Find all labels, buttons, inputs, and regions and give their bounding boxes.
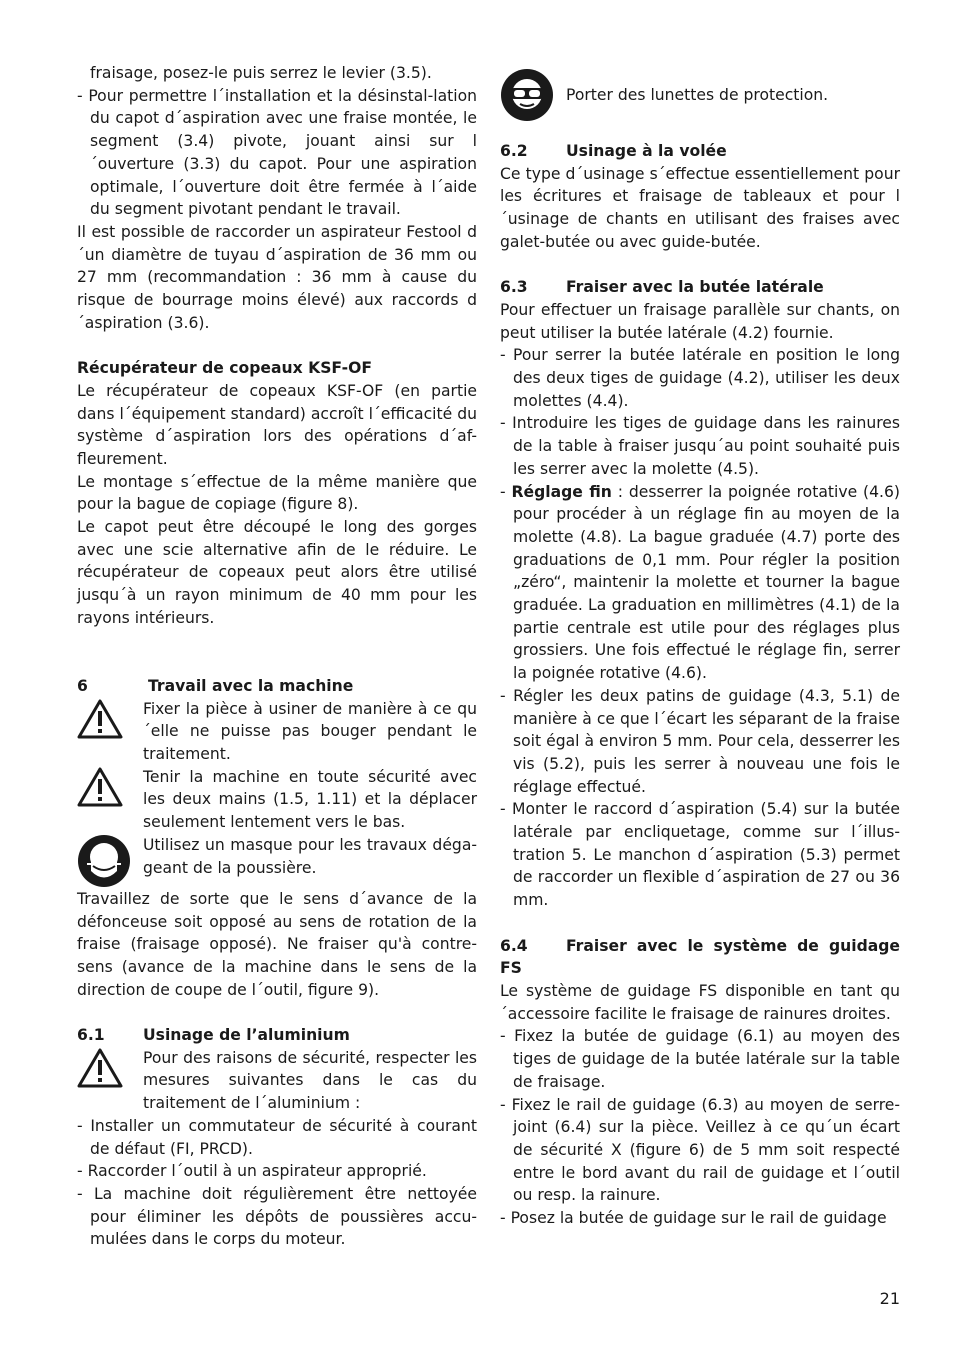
dust-mask-icon [77, 834, 143, 888]
warning-row-1 [77, 698, 477, 766]
goggles-text: Porter des lunettes de protection. [566, 85, 829, 104]
section-64-heading [500, 935, 900, 980]
fine-adjust-label: Réglage fin [511, 482, 612, 501]
warning-text-1: Fixer la pièce à usiner de manière à ce qu´elle ne puisse pas bouger pendant le traitement. [143, 699, 477, 764]
fine-adjust-text: : desserrer la poignée rotative (4.6) pour procéder à un réglage fin au moyen de la molette (4.8). La bague graduée (4.7) porte des graduations de 0,1 mm. Pour régler la position „zéro“, maintenir la molette et tourner la bague graduée. La graduation en millimètres (4.1) de la partie centrale est utile pour des réglages plus grossiers. Une fois effectué le réglage fin, serrer la poignée rotative (4.6). [513, 482, 900, 683]
dash-item: - Introduire les tiges de guidage dans les rainures de la table à fraiser jusqu´au point souhaité puis les serrer avec la molette (4.5). [500, 414, 900, 478]
section-number: 6.3 [500, 278, 528, 297]
section-number: 6.4 [500, 936, 528, 955]
dash-item: - Monter le raccord d´aspiration (5.4) sur la butée latérale par encliquetage, comme sur l´illus-tration 5. Le manchon d´aspiration (5.3) permet de raccorder un flexible d´aspiration de 27 ou 36 mm. [500, 800, 900, 910]
safety-goggles-icon [500, 68, 566, 122]
paragraph-guide-system: Le système de guidage FS disponible en tant qu´accessoire facilite le fraisage de rainures droites. [500, 981, 900, 1023]
paragraph-ksf-2: Le montage s´effectue de la même manière que pour la bague de copiage (figure 8). [77, 472, 477, 514]
section-number: 6.2 [500, 142, 528, 160]
dash-item: - Régler les deux patins de guidage (4.3, 5.1) de manière à ce que l´écart les séparant de la fraise soit égal à environ 5 mm. Pour cela, desserrer les vis (5.2), puis les serrer à nouveau une fois le réglage effectué. [500, 686, 900, 796]
paragraph-feed-direction: Travaillez de sorte que le sens d´avance de la défonceuse soit opposé au sens de rotation de la fraise (fraisage opposé). Ne fraiser qu'à contre-sens (avance de la machine dans le sens de la direction de coupe de l´outil, figure 9). [77, 889, 477, 999]
page-number: 21 [879, 1289, 900, 1308]
mask-row [77, 834, 477, 888]
dash-item: - Raccorder l´outil à un aspirateur approprié. [77, 1162, 427, 1181]
section-62-heading [500, 140, 900, 163]
goggles-row [500, 68, 900, 122]
aluminium-warning-text: Pour des raisons de sécurité, respecter les mesures suivantes dans le cas du traitement de l´aluminium : [143, 1048, 477, 1113]
section-title: Fraiser avec la butée latérale [566, 278, 824, 297]
dash-item-segment: - Pour permettre l´installation et la désinstal-lation du capot d´aspiration avec une fraise montée, le segment (3.4) pivote, jouant ainsi sur l´ouverture (3.3) du capot. Pour une aspiration optimale, l´ouverture doit être fermée à l´aide du segment pivotant pendant le travail. [77, 86, 477, 219]
heading-ksf: Récupérateur de copeaux KSF-OF [77, 359, 372, 378]
dash-item: - Fixez la butée de guidage (6.1) au moyen des tiges de guidage de la butée latérale sur la table de fraisage. [500, 1027, 900, 1091]
paragraph-ksf-3: Le capot peut être découpé le long des gorges avec une scie alternative afin de le réduire. Le récupérateur de copeaux peut alors être utilisé jusqu´à un rayon minimum de 40 mm pour les rayons intérieurs. [77, 518, 477, 627]
section-number: 6 [77, 676, 88, 695]
warning-text-2: Tenir la machine en toute sécurité avec les deux mains (1.5, 1.11) et la déplacer seulement lentement vers le bas. [143, 767, 477, 832]
dash-item: - Fixez le rail de guidage (6.3) au moyen de serre-joint (6.4) sur la pièce. Veillez à ce qu´un écart de sécurité X (figure 6) de 5 mm soit respecté entre le bord avant du rail de guidage et l´outil ou resp. la rainure. [500, 1095, 900, 1205]
section-63-heading [500, 276, 900, 299]
dash-item: - Posez la butée de guidage sur le rail de guidage [500, 1209, 887, 1228]
left-column [77, 62, 477, 1251]
section-title: Usinage de l’aluminium [143, 1026, 350, 1045]
mask-text: Utilisez un masque pour les travaux déga-geant de la poussière. [143, 835, 477, 877]
warning-triangle-icon [77, 698, 143, 740]
section-number: 6.1 [77, 1026, 105, 1045]
paragraph-festool-hose: Il est possible de raccorder un aspirateur Festool d´un diamètre de tuyau d´aspiration de 36 mm ou 27 mm (recommandation : 36 mm à cause du risque de bourrage moins élevé) aux raccords d´aspiration (3.6). [77, 222, 477, 332]
paragraph-parallel: Pour effectuer un fraisage parallèle sur chants, on peut utiliser la butée latérale (4.2) fournie. [500, 300, 900, 342]
dash: - [500, 482, 512, 501]
warning-triangle-icon [77, 1047, 143, 1089]
right-column [500, 68, 900, 1230]
section-title: Fraiser avec le système de guidage FS [500, 936, 900, 978]
dash-item-fine-adjust [500, 481, 900, 685]
warning-row-aluminium [77, 1047, 477, 1115]
paragraph-freehand: Ce type d´usinage s´effectue essentiellement pour les écritures et fraisage de tableaux et pour l´usinage de chants en utilisant des fraises avec galet-butée ou avec guide-butée. [500, 164, 900, 251]
warning-triangle-icon [77, 766, 143, 808]
section-6-heading [77, 675, 477, 698]
section-title: Travail avec la machine [148, 676, 354, 695]
paragraph-ksf-1: Le récupérateur de copeaux KSF-OF (en partie dans l´équipement standard) accroît l´efficacité du système d´aspiration lors des opérations d´af-fleurement. [77, 381, 477, 468]
dash-item: - Pour serrer la butée latérale en position le long des deux tiges de guidage (4.2), utiliser les deux molettes (4.4). [500, 346, 900, 410]
dash-item: - La machine doit régulièrement être nettoyée pour éliminer les dépôts de poussières accu-mulées dans le corps du moteur. [77, 1185, 477, 1249]
paragraph-continuation: fraisage, posez-le puis serrez le levier (3.5). [90, 64, 432, 82]
dash-item: - Installer un commutateur de sécurité à courant de défaut (FI, PRCD). [77, 1116, 477, 1158]
section-61-heading [77, 1024, 477, 1047]
warning-row-2 [77, 766, 477, 834]
section-title: Usinage à la volée [566, 142, 727, 160]
